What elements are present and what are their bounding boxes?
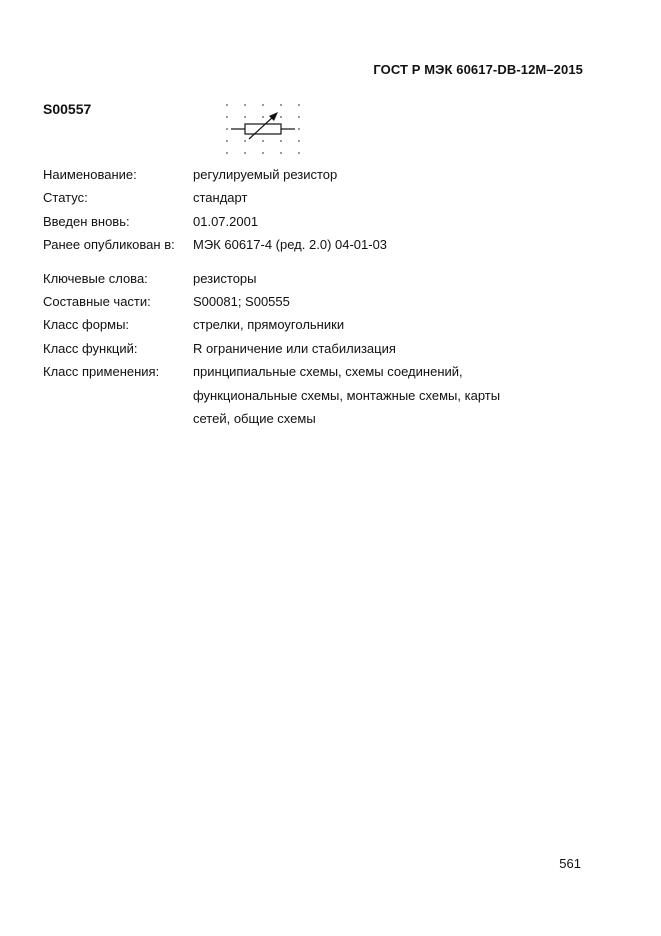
field-label: Статус: — [43, 190, 88, 206]
field-row-status — [43, 186, 563, 209]
field-label: Ключевые слова: — [43, 270, 148, 286]
field-label: Класс применения: — [43, 364, 160, 380]
symbol-properties — [43, 163, 563, 430]
field-value-line: функциональные схемы, монтажные схемы, карты — [193, 387, 501, 403]
field-value-line: стрелки, прямоугольники — [193, 317, 345, 333]
field-row-function-class — [43, 337, 563, 360]
variable-resistor-symbol-icon — [221, 99, 305, 159]
field-value — [193, 360, 563, 430]
field-value — [193, 186, 563, 209]
symbol-code: S00557 — [43, 101, 92, 117]
field-row-previously-published — [43, 233, 563, 256]
field-label: Введен вновь: — [43, 213, 130, 229]
field-label: Класс функций: — [43, 340, 138, 356]
section-gap — [43, 257, 563, 267]
field-value — [193, 267, 563, 290]
field-value-line: сетей, общие схемы — [193, 411, 316, 427]
field-value-line: резисторы — [193, 270, 257, 286]
field-row-application-class — [43, 360, 563, 430]
field-value — [193, 313, 563, 336]
field-value — [193, 337, 563, 360]
field-label: Наименование: — [43, 167, 137, 182]
field-value — [193, 163, 563, 186]
field-value — [193, 233, 563, 256]
field-row-keywords — [43, 267, 563, 290]
field-value — [193, 290, 563, 313]
page-number: 561 — [559, 856, 581, 871]
field-value-line: принципиальные схемы, схемы соединений, — [193, 364, 463, 380]
field-value-line: стандарт — [193, 190, 248, 206]
field-row-name — [43, 163, 563, 186]
field-label: Класс формы: — [43, 317, 130, 333]
field-row-shape-class — [43, 313, 563, 336]
field-label: Составные части: — [43, 294, 151, 310]
document-standard-header: ГОСТ Р МЭК 60617-DB-12M–2015 — [373, 62, 583, 77]
field-value — [193, 210, 563, 233]
field-row-components — [43, 290, 563, 313]
field-value-line: регулируемый резистор — [193, 167, 338, 182]
field-label: Ранее опубликован в: — [43, 237, 175, 253]
field-value-line: S00081; S00555 — [193, 294, 290, 310]
field-row-introduced — [43, 210, 563, 233]
field-value-line: R ограничение или стабилизация — [193, 340, 396, 356]
field-value-line: 01.07.2001 — [193, 213, 259, 229]
field-value-line: МЭК 60617-4 (ред. 2.0) 04-01-03 — [193, 237, 388, 253]
